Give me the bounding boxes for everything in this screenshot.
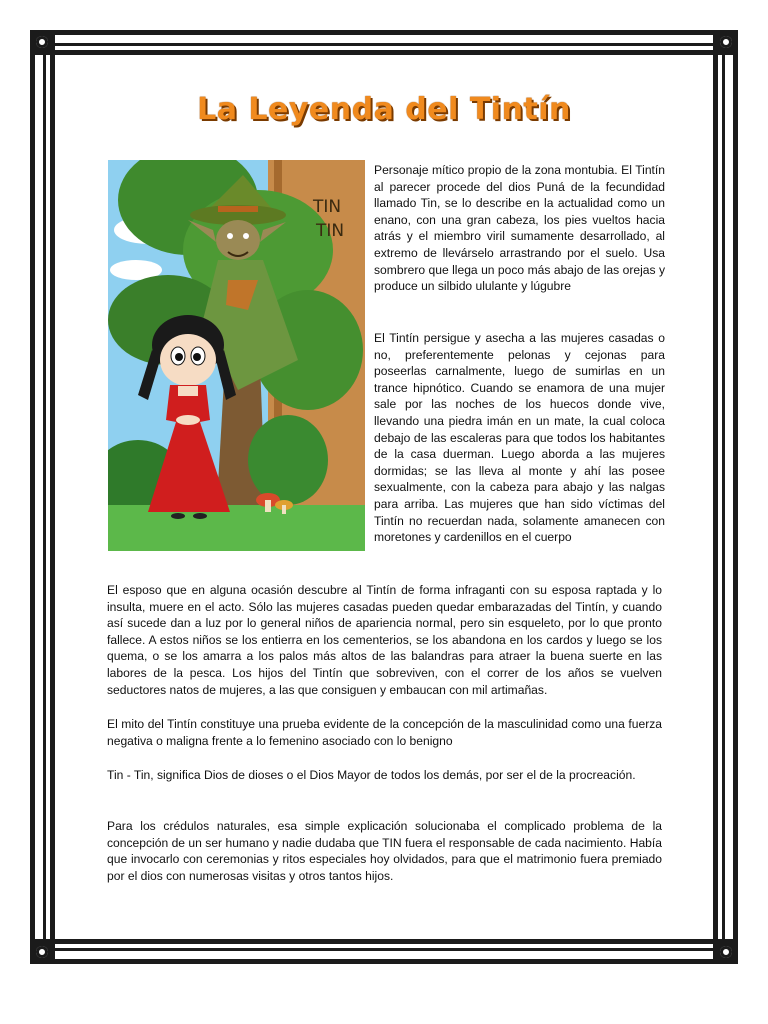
frame-bottom-inner2 (30, 939, 738, 944)
frame-corner-bottom-right (714, 940, 738, 964)
frame-top-inner2 (30, 50, 738, 55)
tintin-illustration (108, 160, 365, 551)
frame-top-inner (30, 43, 738, 46)
illustration-lettering-2: TIN (316, 221, 345, 241)
frame-corner-bottom-left (30, 940, 54, 964)
page-title: La Leyenda del Tintín (197, 92, 571, 127)
frame-top-outer (30, 30, 738, 35)
frame-left-inner (43, 30, 46, 964)
frame-corner-top-left (30, 30, 54, 54)
paragraph-3: El esposo que en alguna ocasión descubre al Tintín de forma infraganti con su esposa raptada y lo insulta, muere en el acto. Sólo las mujeres casadas pueden quedar embarazadas del Tintín, y cuando así sucede dan a luz por lo general niños de apariencia normal, pero sin esqueleto, por lo que pronto fallece. A estos niños se los entierra en los cementerios, se los abandona en los cardos y luego se los quema, o se los amarra a los palos más altos de las balandras para atraer la buena suerte en las labores de la pesca. Los hijos del Tintín que sobreviven, con el correr de los años se vuelven seductores natos de mujeres, a las que consiguen y embaucan con mil artimañas. (107, 583, 662, 697)
tintin-drawing (108, 160, 365, 551)
frame-corner-top-right (714, 30, 738, 54)
paragraph-4: El mito del Tintín constituye una prueba evidente de la concepción de la masculinidad como una fuerza negativa o maligna frente a lo femenino asociado con lo benigno (107, 717, 662, 748)
frame-bottom-outer (30, 959, 738, 964)
frame-left-inner2 (50, 30, 55, 964)
paragraph-5: Tin - Tin, significa Dios de dioses o el Dios Mayor de todos los demás, por ser el de la procreación. (107, 768, 636, 782)
paragraph-2: El Tintín persigue y asecha a las mujeres casadas o no, preferentemente pelonas y cejonas para poseerlas carnalmente, luego de sumirlas en un trance hipnótico. Cuando se enamora de una mujer sale por las noches de los huecos donde vive, llevando una piedra imán en un mate, la cual coloca debajo de las escaleras para que todos los habitantes de la casa duerman. Luego aborda a las mujeres dormidas; se las lleva al monte y ahí las posee sexualmente, con la cabeza para abajo y las nalgas para arriba. Las mujeres que han sido víctimas del Tintín no recuerdan nada, solamente amanecen con moretones y cardenillos en el cuerpo (374, 331, 665, 545)
frame-bottom-inner (30, 948, 738, 951)
illustration-lettering-1: TIN (313, 197, 342, 217)
frame-right-inner (722, 30, 725, 964)
paragraph-6: Para los crédulos naturales, esa simple explicación solucionaba el complicado problema de la concepción de un ser humano y nadie dudaba que TIN fuera el responsable de cada nacimiento. Había que invocarlo con ceremonias y ritos especiales hoy olvidados, para que el matrimonio fuera premiado por el dios con numerosas visitas y otros tantos hijos. (107, 819, 662, 883)
frame-right-inner2 (713, 30, 718, 964)
frame-right-outer (733, 30, 738, 964)
paragraph-1: Personaje mítico propio de la zona montubia. El Tintín al parecer procede del dios Puná de la fecundidad llamado Tin, se lo describe en la actualidad como un enano, con una gran cabeza, los pies vueltos hacia atrás y el miembro viril sumamente desarrollado, al extremo de llevárselo arrastrando por el suelo. Usa sombrero que llega un poco más abajo de las orejas y produce un silbido ululante y lúgubre (374, 163, 665, 294)
frame-left-outer (30, 30, 35, 964)
